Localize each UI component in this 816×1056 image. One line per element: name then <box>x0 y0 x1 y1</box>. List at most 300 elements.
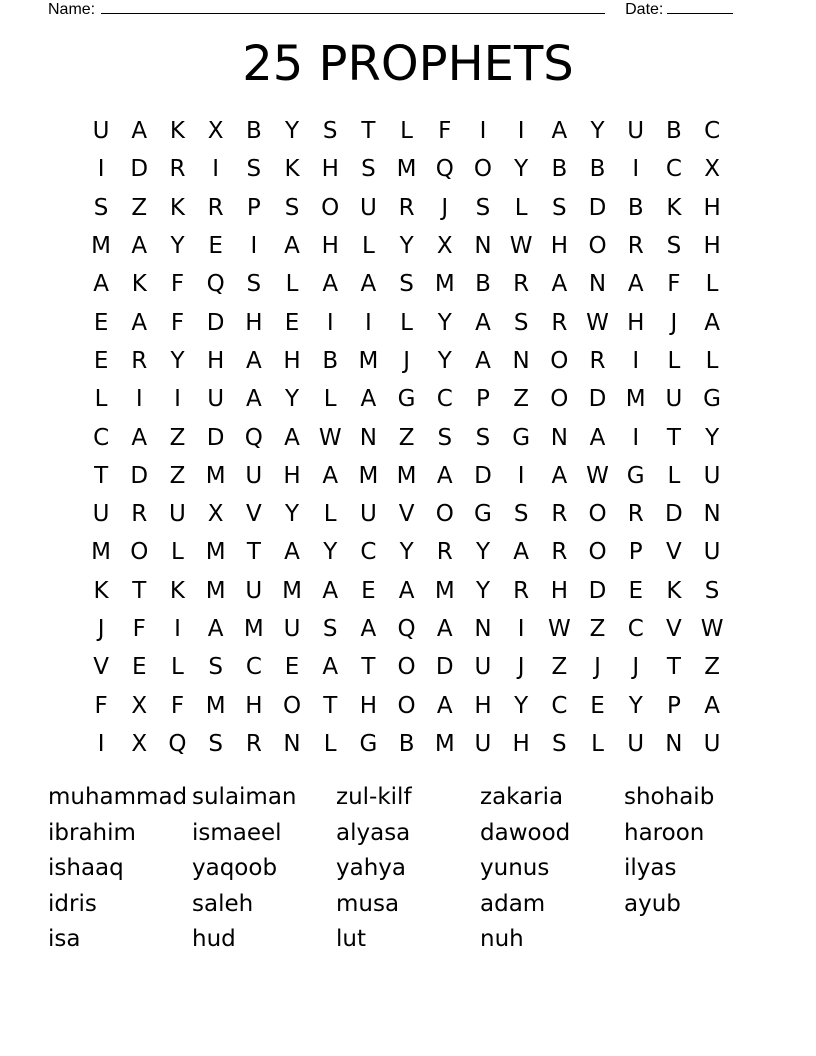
grid-letter[interactable]: S <box>666 233 682 260</box>
grid-letter[interactable]: S <box>284 194 300 221</box>
grid-letter[interactable]: M <box>434 577 455 604</box>
grid-letter[interactable]: A <box>322 577 339 604</box>
grid-letter[interactable]: V <box>666 616 682 642</box>
grid-letter[interactable]: I <box>174 386 181 413</box>
grid-letter[interactable]: A <box>436 616 453 642</box>
grid-letter[interactable]: Z <box>131 194 148 221</box>
grid-letter[interactable]: L <box>514 194 528 221</box>
grid-letter[interactable]: T <box>94 462 109 489</box>
grid-letter[interactable]: T <box>666 654 681 681</box>
grid-letter[interactable]: T <box>132 577 147 604</box>
grid-letter[interactable]: D <box>588 386 607 413</box>
grid-letter[interactable]: Y <box>399 233 414 260</box>
grid-letter[interactable]: A <box>704 692 720 719</box>
grid-letter[interactable]: H <box>550 233 568 260</box>
grid-letter[interactable]: M <box>396 462 417 489</box>
grid-letter[interactable]: B <box>627 194 644 221</box>
grid-letter[interactable]: Y <box>514 156 529 183</box>
grid-letter[interactable]: D <box>130 156 149 183</box>
grid-letter[interactable]: O <box>588 539 607 566</box>
grid-letter[interactable]: O <box>397 692 416 719</box>
grid-letter[interactable]: A <box>284 233 300 260</box>
letter-grid <box>82 112 731 763</box>
grid-letter[interactable]: N <box>474 233 492 260</box>
grid-letter[interactable]: L <box>667 347 681 374</box>
grid-letter[interactable]: E <box>590 692 605 719</box>
grid-letter[interactable]: Z <box>398 424 415 451</box>
grid-letter[interactable]: U <box>245 577 263 604</box>
grid-letter[interactable]: R <box>131 347 148 374</box>
grid-letter[interactable]: X <box>131 692 148 719</box>
grid-letter[interactable]: J <box>632 654 640 681</box>
grid-letter[interactable]: B <box>589 156 606 183</box>
grid-letter[interactable]: T <box>361 118 376 145</box>
grid-letter[interactable]: V <box>93 654 109 681</box>
grid-letter[interactable]: S <box>513 501 529 528</box>
grid-letter[interactable]: F <box>170 309 185 336</box>
grid-letter[interactable]: H <box>245 692 263 719</box>
grid-letter[interactable]: Y <box>514 692 529 719</box>
grid-letter[interactable]: U <box>627 118 645 145</box>
grid-letter[interactable]: M <box>434 271 455 298</box>
grid-letter[interactable]: X <box>207 118 224 145</box>
grid-letter[interactable]: A <box>131 118 148 145</box>
grid-letter[interactable]: T <box>666 424 681 451</box>
grid-letter[interactable]: R <box>551 309 568 336</box>
word-bank-item: sulaiman <box>192 784 297 810</box>
grid-letter[interactable]: S <box>552 194 567 221</box>
grid-letter[interactable]: Y <box>170 347 185 374</box>
grid-letter[interactable]: A <box>322 271 339 298</box>
grid-letter[interactable]: L <box>591 730 604 757</box>
grid-letter[interactable]: C <box>436 386 453 413</box>
grid-letter[interactable]: U <box>703 539 721 566</box>
grid-letter[interactable]: H <box>703 233 721 260</box>
grid-letter[interactable]: X <box>131 730 148 757</box>
grid-letter[interactable]: L <box>705 347 719 374</box>
grid-letter[interactable]: D <box>588 577 607 604</box>
word-bank-item: nuh <box>480 926 524 952</box>
grid-letter[interactable]: P <box>666 692 681 719</box>
grid-letter[interactable]: H <box>245 309 263 336</box>
word-bank-item: muhammad <box>48 784 188 810</box>
grid-letter[interactable]: O <box>397 654 416 681</box>
grid-letter[interactable]: D <box>588 194 607 221</box>
grid-letter[interactable]: U <box>92 501 110 528</box>
grid-letter[interactable]: I <box>517 118 525 145</box>
grid-letter[interactable]: Y <box>705 424 720 451</box>
grid-letter[interactable]: S <box>552 730 567 757</box>
grid-letter[interactable]: L <box>323 386 337 413</box>
grid-letter[interactable]: M <box>358 462 379 489</box>
grid-letter[interactable]: E <box>361 577 376 604</box>
grid-letter[interactable]: A <box>284 424 300 451</box>
name-blank-line[interactable] <box>101 0 605 14</box>
grid-letter[interactable]: A <box>704 309 720 336</box>
grid-letter[interactable]: I <box>212 156 220 183</box>
grid-letter[interactable]: M <box>205 462 226 489</box>
grid-letter[interactable]: H <box>207 347 225 374</box>
grid-letter[interactable]: Z <box>704 654 720 681</box>
grid-letter[interactable]: A <box>475 309 491 336</box>
grid-letter[interactable]: A <box>513 539 530 566</box>
grid-letter[interactable]: I <box>326 309 334 336</box>
grid-letter[interactable]: B <box>475 271 491 298</box>
grid-letter[interactable]: M <box>205 692 226 719</box>
grid-letter[interactable]: L <box>94 386 108 413</box>
grid-letter[interactable]: M <box>91 233 112 260</box>
grid-letter[interactable]: H <box>283 462 301 489</box>
grid-letter[interactable]: R <box>436 539 453 566</box>
grid-letter[interactable]: G <box>359 730 378 757</box>
grid-letter[interactable]: Q <box>206 271 225 298</box>
grid-letter[interactable]: F <box>438 118 452 145</box>
grid-letter[interactable]: V <box>398 501 415 528</box>
grid-letter[interactable]: W <box>700 616 724 642</box>
grid-letter[interactable]: C <box>245 654 262 681</box>
grid-letter[interactable]: I <box>517 462 525 489</box>
grid-letter[interactable]: D <box>435 654 454 681</box>
grid-letter[interactable]: Z <box>551 654 568 681</box>
grid-letter[interactable]: Q <box>435 156 454 183</box>
grid-letter[interactable]: R <box>513 577 530 604</box>
grid-letter[interactable]: U <box>207 386 225 413</box>
grid-letter[interactable]: D <box>130 462 149 489</box>
grid-letter[interactable]: S <box>322 118 338 145</box>
grid-letter[interactable]: R <box>245 730 262 757</box>
grid-letter[interactable]: G <box>512 424 531 451</box>
grid-letter[interactable]: B <box>666 118 682 145</box>
grid-letter[interactable]: R <box>131 501 148 528</box>
grid-letter[interactable]: U <box>703 730 721 757</box>
grid-letter[interactable]: A <box>322 654 339 681</box>
grid-letter[interactable]: Q <box>397 616 416 642</box>
grid-letter[interactable]: I <box>250 233 258 260</box>
grid-letter[interactable]: K <box>666 577 682 604</box>
grid-letter[interactable]: D <box>206 309 225 336</box>
grid-letter[interactable]: L <box>171 654 184 681</box>
date-label: Date: <box>625 1 664 18</box>
grid-letter[interactable]: S <box>208 654 223 681</box>
grid-letter[interactable]: I <box>632 156 640 183</box>
grid-letter[interactable]: A <box>131 309 148 336</box>
grid-letter[interactable]: W <box>586 309 609 336</box>
grid-letter[interactable]: N <box>665 730 683 757</box>
grid-letter[interactable]: F <box>132 616 146 642</box>
grid-letter[interactable]: E <box>284 654 300 681</box>
grid-letter[interactable]: Y <box>170 233 185 260</box>
grid-letter[interactable]: I <box>97 156 105 183</box>
grid-letter[interactable]: A <box>131 424 148 451</box>
grid-letter[interactable]: R <box>207 194 224 221</box>
header-line <box>48 0 733 19</box>
grid-letter[interactable]: L <box>400 309 413 336</box>
grid-letter[interactable]: J <box>594 654 601 681</box>
grid-letter[interactable]: I <box>365 309 372 336</box>
grid-letter[interactable]: N <box>588 271 607 298</box>
grid-letter[interactable]: Z <box>513 386 530 413</box>
grid-letter[interactable]: K <box>666 194 682 221</box>
grid-letter[interactable]: O <box>550 347 569 374</box>
grid-letter[interactable]: S <box>399 271 414 298</box>
grid-letter[interactable]: R <box>589 347 606 374</box>
grid-letter[interactable]: Y <box>399 539 414 566</box>
grid-letter[interactable]: P <box>246 194 261 221</box>
grid-letter[interactable]: K <box>169 577 186 604</box>
grid-letter[interactable]: I <box>632 347 640 374</box>
grid-letter[interactable]: L <box>171 539 184 566</box>
grid-letter[interactable]: S <box>704 577 720 604</box>
grid-letter[interactable]: A <box>436 692 453 719</box>
grid-letter[interactable]: F <box>94 692 108 719</box>
grid-letter[interactable]: C <box>627 616 644 642</box>
grid-letter[interactable]: Y <box>285 118 300 145</box>
grid-letter[interactable]: M <box>396 156 417 183</box>
grid-letter[interactable]: O <box>550 386 569 413</box>
grid-letter[interactable]: E <box>208 233 223 260</box>
grid-letter[interactable]: C <box>551 692 568 719</box>
grid-letter[interactable]: A <box>436 462 453 489</box>
grid-letter[interactable]: I <box>135 386 143 413</box>
grid-letter[interactable]: U <box>283 616 301 642</box>
grid-letter[interactable]: Y <box>285 501 300 528</box>
grid-letter[interactable]: F <box>667 271 681 298</box>
grid-letter[interactable]: J <box>670 309 678 336</box>
grid-letter[interactable]: C <box>360 539 377 566</box>
grid-letter[interactable]: Y <box>590 118 605 145</box>
grid-letter[interactable]: L <box>400 118 413 145</box>
grid-letter[interactable]: J <box>441 194 449 221</box>
grid-letter[interactable]: Y <box>475 577 490 604</box>
grid-letter[interactable]: O <box>588 233 607 260</box>
grid-letter[interactable]: R <box>627 233 644 260</box>
grid-letter[interactable]: I <box>97 730 105 757</box>
grid-letter[interactable]: A <box>131 233 148 260</box>
grid-letter[interactable]: H <box>283 347 301 374</box>
grid-letter[interactable]: L <box>667 462 681 489</box>
grid-letter[interactable]: M <box>205 539 226 566</box>
grid-letter[interactable]: U <box>474 730 492 757</box>
grid-letter[interactable]: N <box>512 347 530 374</box>
word-bank-item: lut <box>336 926 366 952</box>
grid-letter[interactable]: H <box>550 577 568 604</box>
grid-letter[interactable]: A <box>398 577 415 604</box>
grid-letter[interactable]: A <box>551 118 568 145</box>
grid-letter[interactable]: K <box>169 118 186 145</box>
grid-letter[interactable]: U <box>245 462 263 489</box>
grid-letter[interactable]: H <box>474 692 492 719</box>
grid-letter[interactable]: A <box>284 539 300 566</box>
grid-letter[interactable]: Q <box>244 424 263 451</box>
grid-letter[interactable]: A <box>589 424 606 451</box>
grid-letter[interactable]: I <box>479 118 487 145</box>
grid-letter[interactable]: Y <box>323 539 338 566</box>
grid-letter[interactable]: O <box>588 501 607 528</box>
grid-letter[interactable]: X <box>436 233 453 260</box>
grid-letter[interactable]: L <box>361 233 375 260</box>
grid-letter[interactable]: A <box>475 347 491 374</box>
grid-letter[interactable]: S <box>361 156 376 183</box>
grid-letter[interactable]: H <box>703 194 721 221</box>
grid-letter[interactable]: B <box>245 118 262 145</box>
grid-letter[interactable]: A <box>245 386 262 413</box>
grid-letter[interactable]: O <box>473 156 493 183</box>
grid-letter[interactable]: C <box>665 156 682 183</box>
grid-letter[interactable]: K <box>169 194 186 221</box>
grid-letter[interactable]: O <box>321 194 340 221</box>
grid-letter[interactable]: U <box>169 501 186 528</box>
grid-letter[interactable]: H <box>359 692 378 719</box>
grid-letter[interactable]: R <box>551 501 568 528</box>
grid-letter[interactable]: K <box>93 577 109 604</box>
grid-letter[interactable]: M <box>243 616 264 642</box>
grid-letter[interactable]: C <box>704 118 721 145</box>
grid-letter[interactable]: Y <box>285 386 300 413</box>
grid-letter[interactable]: E <box>284 309 300 336</box>
grid-letter[interactable]: U <box>359 501 377 528</box>
grid-letter[interactable]: E <box>93 347 109 374</box>
grid-letter[interactable]: T <box>361 654 376 681</box>
grid-letter[interactable]: A <box>360 616 377 642</box>
grid-letter[interactable]: U <box>665 386 683 413</box>
grid-letter[interactable]: K <box>284 156 300 183</box>
grid-letter[interactable]: R <box>398 194 415 221</box>
grid-letter[interactable]: F <box>170 692 185 719</box>
grid-letter[interactable]: D <box>665 501 683 528</box>
grid-letter[interactable]: S <box>246 271 262 298</box>
grid-letter[interactable]: I <box>517 616 525 642</box>
grid-letter[interactable]: Y <box>628 692 643 719</box>
grid-letter[interactable]: S <box>93 194 109 221</box>
grid-letter[interactable]: S <box>475 194 491 221</box>
grid-letter[interactable]: W <box>509 233 533 260</box>
grid-letter[interactable]: A <box>245 347 262 374</box>
grid-letter[interactable]: I <box>174 616 181 642</box>
grid-letter[interactable]: V <box>245 501 262 528</box>
date-blank-line[interactable] <box>667 0 733 14</box>
grid-letter[interactable]: B <box>322 347 339 374</box>
grid-letter[interactable]: X <box>207 501 224 528</box>
grid-letter[interactable]: U <box>359 194 377 221</box>
grid-letter[interactable]: R <box>513 271 530 298</box>
grid-letter[interactable]: R <box>169 156 186 183</box>
grid-letter[interactable]: N <box>474 616 492 642</box>
grid-letter[interactable]: A <box>93 271 109 298</box>
grid-letter[interactable]: D <box>474 462 492 489</box>
grid-letter[interactable]: F <box>170 271 185 298</box>
grid-letter[interactable]: N <box>703 501 721 528</box>
grid-letter[interactable]: C <box>93 424 110 451</box>
grid-letter[interactable]: G <box>474 501 492 528</box>
grid-letter[interactable]: U <box>627 730 645 757</box>
grid-letter[interactable]: A <box>322 462 339 489</box>
grid-letter[interactable]: K <box>131 271 147 298</box>
grid-letter[interactable]: J <box>517 654 525 681</box>
grid-letter[interactable]: A <box>360 386 377 413</box>
grid-letter[interactable]: L <box>323 730 337 757</box>
grid-letter[interactable]: R <box>627 501 644 528</box>
grid-letter[interactable]: S <box>246 156 262 183</box>
grid-letter[interactable]: Y <box>475 539 490 566</box>
grid-letter[interactable]: S <box>437 424 453 451</box>
grid-letter[interactable]: I <box>632 424 640 451</box>
grid-letter[interactable]: A <box>360 271 377 298</box>
grid-letter[interactable]: E <box>628 577 643 604</box>
grid-letter[interactable]: G <box>397 386 416 413</box>
grid-letter[interactable]: S <box>322 616 338 642</box>
grid-letter[interactable]: P <box>628 539 643 566</box>
grid-letter[interactable]: H <box>512 730 530 757</box>
grid-letter[interactable]: H <box>321 233 339 260</box>
grid-letter[interactable]: W <box>586 462 609 489</box>
grid-letter[interactable]: R <box>551 539 568 566</box>
grid-letter[interactable]: M <box>625 386 646 413</box>
grid-letter[interactable]: O <box>282 692 302 719</box>
grid-letter[interactable]: Y <box>437 309 452 336</box>
grid-letter[interactable]: W <box>547 616 571 642</box>
grid-letter[interactable]: U <box>92 118 110 145</box>
grid-letter[interactable]: A <box>207 616 224 642</box>
grid-letter[interactable]: X <box>704 156 720 183</box>
word-bank-item: adam <box>480 890 546 917</box>
grid-letter[interactable]: H <box>627 309 645 336</box>
grid-letter[interactable]: Z <box>169 424 186 451</box>
grid-letter[interactable]: U <box>474 654 492 681</box>
grid-letter[interactable]: E <box>132 654 147 681</box>
word-bank <box>48 780 768 958</box>
grid-letter[interactable]: T <box>246 539 261 566</box>
grid-letter[interactable]: E <box>93 309 109 336</box>
grid-letter[interactable]: O <box>435 501 454 528</box>
grid-letter[interactable]: U <box>703 462 721 489</box>
grid-letter[interactable]: G <box>626 462 645 489</box>
grid-letter[interactable]: B <box>398 730 415 757</box>
grid-letter[interactable]: H <box>321 156 339 183</box>
grid-letter[interactable]: M <box>91 539 112 566</box>
grid-letter[interactable]: L <box>285 271 299 298</box>
grid-letter[interactable]: S <box>208 730 223 757</box>
grid-letter[interactable]: D <box>206 424 225 451</box>
grid-letter[interactable]: S <box>475 424 491 451</box>
grid-letter[interactable]: Z <box>169 462 186 489</box>
grid-letter[interactable]: N <box>550 424 568 451</box>
grid-letter[interactable]: B <box>551 156 568 183</box>
grid-letter[interactable]: J <box>97 616 105 642</box>
grid-letter[interactable]: T <box>323 692 338 719</box>
grid-letter[interactable]: L <box>323 501 337 528</box>
grid-letter[interactable]: J <box>403 347 410 374</box>
grid-letter[interactable]: N <box>283 730 301 757</box>
grid-letter[interactable]: Q <box>168 730 187 757</box>
grid-letter[interactable]: M <box>205 577 226 604</box>
grid-letter[interactable]: S <box>513 309 529 336</box>
grid-letter[interactable]: A <box>551 462 568 489</box>
grid-letter[interactable]: M <box>358 347 379 374</box>
grid-letter[interactable]: G <box>703 386 721 413</box>
grid-letter[interactable]: N <box>359 424 378 451</box>
grid-letter[interactable]: Y <box>437 347 452 374</box>
grid-letter[interactable]: V <box>666 539 682 566</box>
grid-letter[interactable]: A <box>551 271 568 298</box>
grid-letter[interactable]: W <box>318 424 342 451</box>
grid-letter[interactable]: M <box>282 577 302 604</box>
grid-letter[interactable]: L <box>705 271 719 298</box>
grid-letter[interactable]: M <box>434 730 455 757</box>
grid-letter[interactable]: A <box>627 271 644 298</box>
grid-letter[interactable]: Z <box>589 616 606 642</box>
grid-letter[interactable]: O <box>130 539 149 566</box>
grid-letter[interactable]: P <box>476 386 490 413</box>
